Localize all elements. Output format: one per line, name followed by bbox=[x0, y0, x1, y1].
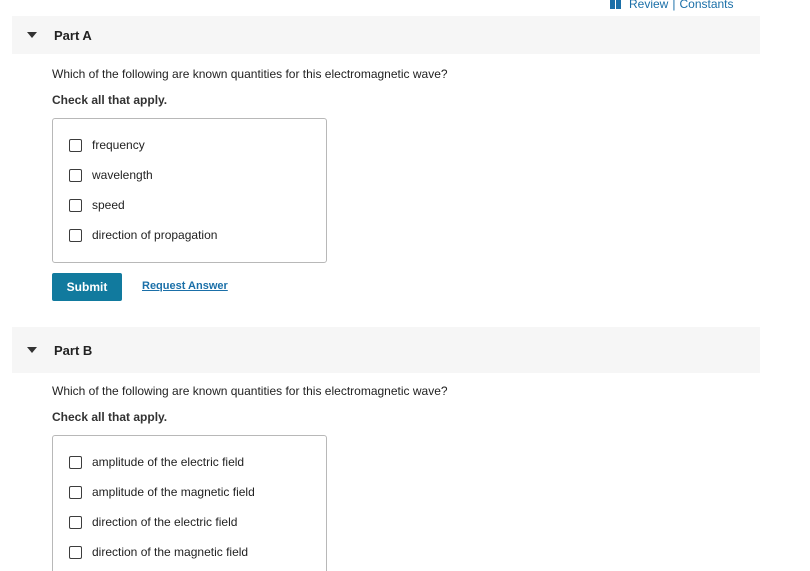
option-label: speed bbox=[92, 198, 125, 212]
part-a-title: Part A bbox=[54, 27, 92, 43]
collapse-caret-icon[interactable] bbox=[27, 32, 37, 38]
checkbox[interactable] bbox=[69, 139, 82, 152]
review-link[interactable]: Review bbox=[629, 0, 669, 11]
checkbox[interactable] bbox=[69, 199, 82, 212]
option-amplitude-electric-field[interactable] bbox=[69, 455, 244, 469]
option-label: direction of propagation bbox=[92, 228, 218, 242]
part-a-header[interactable] bbox=[12, 16, 760, 54]
link-separator: | bbox=[672, 0, 676, 11]
part-a-instruction: Check all that apply. bbox=[52, 93, 168, 107]
option-direction-electric-field[interactable] bbox=[69, 515, 237, 529]
part-a-question: Which of the following are known quantities for this electromagnetic wave? bbox=[52, 67, 448, 81]
part-b-options-box bbox=[52, 435, 327, 571]
option-amplitude-magnetic-field[interactable] bbox=[69, 485, 255, 499]
top-links bbox=[610, 0, 734, 11]
checkbox[interactable] bbox=[69, 486, 82, 499]
option-label: frequency bbox=[92, 138, 145, 152]
option-label: amplitude of the electric field bbox=[92, 455, 245, 469]
part-b-title: Part B bbox=[54, 342, 93, 358]
submit-button[interactable]: Submit bbox=[52, 273, 122, 301]
option-direction-of-propagation[interactable] bbox=[69, 228, 217, 242]
checkbox[interactable] bbox=[69, 456, 82, 469]
collapse-caret-icon[interactable] bbox=[27, 347, 37, 353]
option-label: direction of the electric field bbox=[92, 515, 238, 529]
request-answer-link[interactable]: Request Answer bbox=[142, 280, 228, 292]
constants-link[interactable]: Constants bbox=[679, 0, 734, 11]
checkbox[interactable] bbox=[69, 546, 82, 559]
part-b-header[interactable] bbox=[12, 327, 760, 373]
option-speed[interactable] bbox=[69, 198, 125, 212]
checkbox[interactable] bbox=[69, 229, 82, 242]
option-label: wavelength bbox=[92, 168, 153, 182]
part-b-instruction: Check all that apply. bbox=[52, 410, 168, 424]
option-direction-magnetic-field[interactable] bbox=[69, 545, 248, 559]
checkbox[interactable] bbox=[69, 516, 82, 529]
option-label: direction of the magnetic field bbox=[92, 545, 249, 559]
option-wavelength[interactable] bbox=[69, 168, 153, 182]
part-b-question: Which of the following are known quantities for this electromagnetic wave? bbox=[52, 384, 448, 398]
checkbox[interactable] bbox=[69, 169, 82, 182]
option-label: amplitude of the magnetic field bbox=[92, 485, 255, 499]
book-icon bbox=[610, 0, 621, 9]
part-a-options-box bbox=[52, 118, 327, 263]
option-frequency[interactable] bbox=[69, 138, 145, 152]
